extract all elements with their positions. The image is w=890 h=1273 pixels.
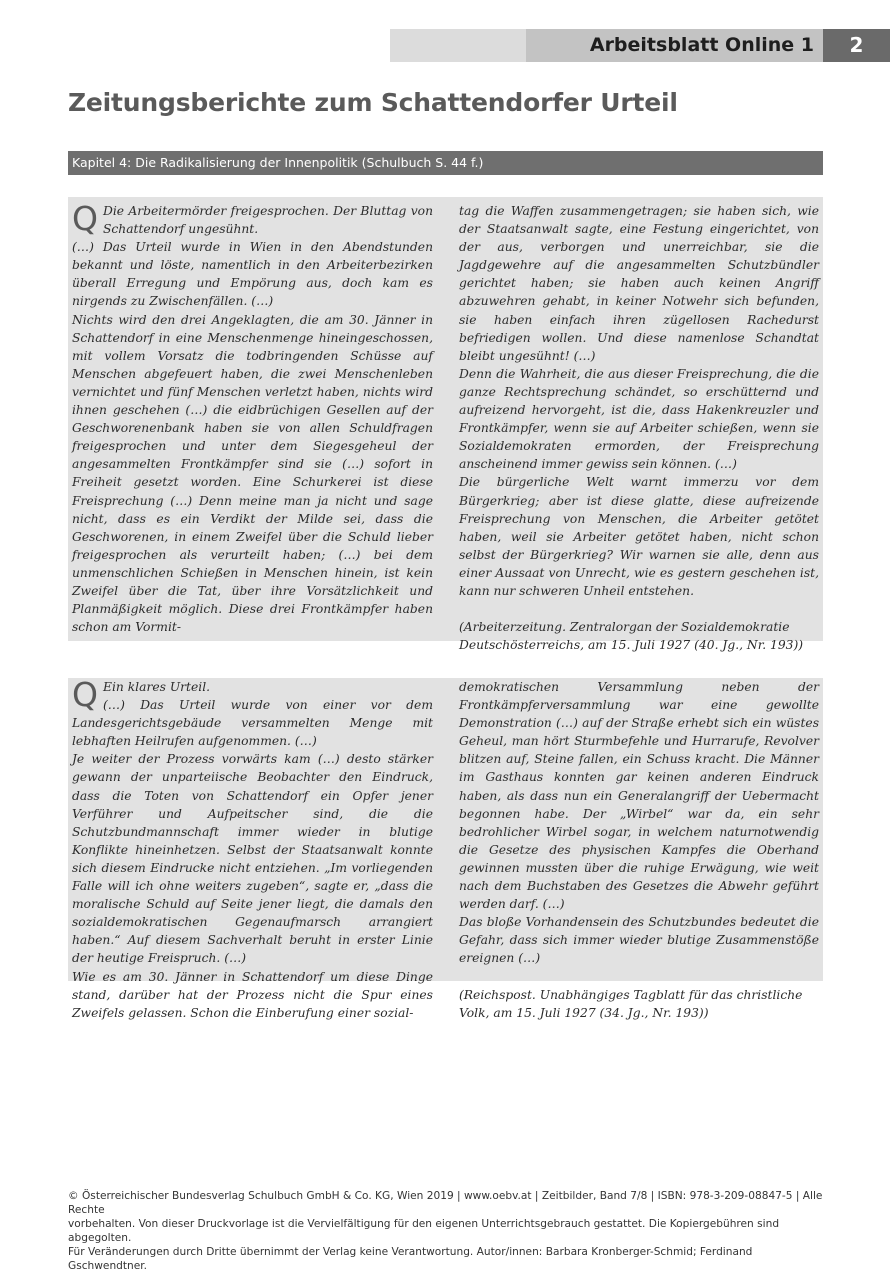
article-source: (Reichspost. Unabhängiges Tagblatt für das christliche Volk, am 15. Juli 1927 (34. Jg., Nr. 193)) bbox=[459, 987, 803, 1020]
page-number: 2 bbox=[823, 29, 890, 62]
article-paragraph: Denn die Wahrheit, die aus dieser Freisprechung, die die ganze Rechtsprechung schändet, so erschütternd und aufreizend hervorgeht, ist die, dass Hakenkreuzler und Frontkämpfer, wenn sie auf Arbeiter schießen, wenn sie Sozialdemokraten ermorden, der Freisprechung anscheinend immer gewiss sein können. (…) bbox=[459, 366, 819, 472]
article-box-reichspost bbox=[68, 675, 823, 1020]
article-paragraph: Die bürgerliche Welt warnt immerzu vor dem Bürgerkrieg; aber ist diese glatte, diese aufreizende Freisprechung von Menschen, die Arbeiter getötet haben, weil sie Arbeiter getötet haben, nicht schon selbst der Bürgerkrieg? Wir warnen sie alle, denn aus einer Aussaat von Unrecht, wie es gestern geschehen ist, kann nur schweren Unheil entstehen. bbox=[459, 475, 819, 598]
article-paragraph: (…) Das Urteil wurde von einer vor dem Landesgerichtsgebäude versammelten Menge mit lebhaften Heilrufen aufgenommen. (…) bbox=[72, 698, 433, 749]
quote-marker: Q bbox=[72, 675, 98, 714]
article-paragraph: (…) Das Urteil wurde in Wien in den Abendstunden bekannt und löste, namentlich in den Arbeiterbezirken überall Erregung und Empörung aus, doch kam es nirgends zu Zwischenfällen. (…) bbox=[72, 240, 433, 309]
article-box-arbeiterzeitung bbox=[68, 197, 823, 653]
worksheet-label: Arbeitsblatt Online 1 bbox=[589, 34, 814, 56]
page-title: Zeitungsberichte zum Schattendorfer Urteil bbox=[68, 88, 678, 117]
footer-line: Für Veränderungen durch Dritte übernimmt der Verlag keine Verantwortung. Autor/innen: Barbara Kronberger-Schmid; Ferdinand Gschwendtner. bbox=[68, 1246, 753, 1272]
article-headline: Q Die Arbeitermörder freigesprochen. Der Bluttag von Schattendorf ungesühnt. bbox=[72, 199, 433, 238]
article-paragraph: Das bloße Vorhandensein des Schutzbundes bedeutet die Gefahr, dass sich immer wieder blutige Zusammenstöße ereignen (…) bbox=[459, 915, 819, 966]
article-paragraph: Nichts wird den drei Angeklagten, die am 30. Jänner in Schattendorf in eine Menschenmenge hineingeschossen, mit vollem Vorsatz die todbringenden Schüsse auf Menschen abgefeuert haben, die zwei Menschenleben vernichtet und fünf Menschen verletzt haben, nichts wird ihnen geschehen (…) die eidbrüchigen Gesellen auf der Geschworenenbank haben sie von allen Schuldfragen freigesprochen und unter dem Siegesgeheul der angesammelten Frontkämpfer sind sie (…) sofort in Freiheit gesetzt worden. Eine Schurkerei ist diese Freisprechung (…) Denn meine man ja nicht und sage nicht, dass es ein Verdikt der Milde sei, dass die Geschworenen, in einem Zweifel über die Schuld lieber freigesprochen als verurteilt haben; (…) bei dem unmenschlichen Schießen in Menschen hinein, ist kein Zweifel über die Tat, über ihre Vorsätzlichkeit und Planmäßigkeit möglich. Diese drei Frontkämpfer haben schon am Vormit- bbox=[72, 312, 433, 635]
article-paragraph: tag die Waffen zusammengetragen; sie haben sich, wie der Staatsanwalt sagte, eine Festung eingerichtet, von der aus, verborgen und unerreichbar, sie die Jagdgewehre auf die angesammelten Schutzbündler gerichtet haben; sie haben auch keinen Angriff abzuwehren gehabt, in keiner Notwehr sich befunden, sie haben einfach ihren zügellosen Rachedurst befriedigen wollen. Und diese namenlose Schandtat bleibt ungesühnt! (…) bbox=[459, 204, 819, 363]
article-paragraph: Wie es am 30. Jänner in Schattendorf um diese Dinge stand, darüber hat der Prozess nicht die Spur eines Zweifels gelassen. Schon die Einberufung einer sozial- bbox=[72, 969, 433, 1020]
article-column-left bbox=[72, 199, 433, 636]
header-band-light bbox=[390, 29, 526, 62]
footer-line: vorbehalten. Von dieser Druckvorlage ist die Vervielfältigung für den eigenen Unterrichtsgebrauch gestattet. Die Kopiergebühren sind abgegolten. bbox=[68, 1218, 780, 1244]
article-headline: Q Ein klares Urteil. bbox=[72, 675, 211, 714]
article-column-right bbox=[459, 202, 819, 654]
article-paragraph: demokratischen Versammlung neben der Frontkämpferversammlung war eine gewollte Demonstration (…) auf der Straße erhebt sich ein wüstes Geheul, man hört Sturmbefehle und Hurrarufe, Revolver blitzen auf, Steine fallen, ein Schuss kracht. Die Männer im Gasthaus konnten gar keinen anderen Eindruck haben, als dass nun ein Generalangriff der Uebermacht begonnen habe. Der „Wirbel“ war da, ein sehr bedrohlicher Wirbel sogar, in welchem naturnotwendig die Gesetze des physischen Kampfes die Oberhand gewinnen mussten über die ruhige Erwägung, wie weit nach dem Buchstaben des Gesetzes die Abwehr geführt werden darf. (…) bbox=[459, 680, 819, 912]
article-column-left bbox=[72, 675, 433, 1022]
footer-line: © Österreichischer Bundesverlag Schulbuch GmbH & Co. KG, Wien 2019 | www.oebv.at | Zeitbilder, Band 7/8 | ISBN: 978-3-209-08847-5 | Alle Rechte bbox=[68, 1190, 823, 1216]
chapter-bar: Kapitel 4: Die Radikalisierung der Innenpolitik (Schulbuch S. 44 f.) bbox=[68, 151, 823, 175]
article-paragraph: Je weiter der Prozess vorwärts kam (…) desto stärker gewann der unparteiische Beobachter den Eindruck, dass die Toten von Schattendorf ein Opfer jener Verführer und Aufpeitscher sind, die die Schutzbundmannschaft immer wieder in blutige Konflikte hineinhetzen. Selbst der Staatsanwalt konnte sich diesem Eindrucke nicht entziehen. „Im vorliegenden Falle will ich ohne weiters zugeben“, sagte er, „dass die moralische Schuld auf Seite jener liegt, die damals den sozialdemokratischen Gegenaufmarsch arrangiert haben.“ Auf diesem Sachverhalt beruht in erster Linie der heutige Freispruch. (…) bbox=[72, 752, 433, 966]
copyright-footer bbox=[68, 1189, 828, 1273]
article-column-right bbox=[459, 678, 819, 1022]
article-source: (Arbeiterzeitung. Zentralorgan der Sozialdemokratie Deutschösterreichs, am 15. Juli 1927 (40. Jg., Nr. 193)) bbox=[459, 620, 804, 653]
quote-marker: Q bbox=[72, 199, 98, 238]
